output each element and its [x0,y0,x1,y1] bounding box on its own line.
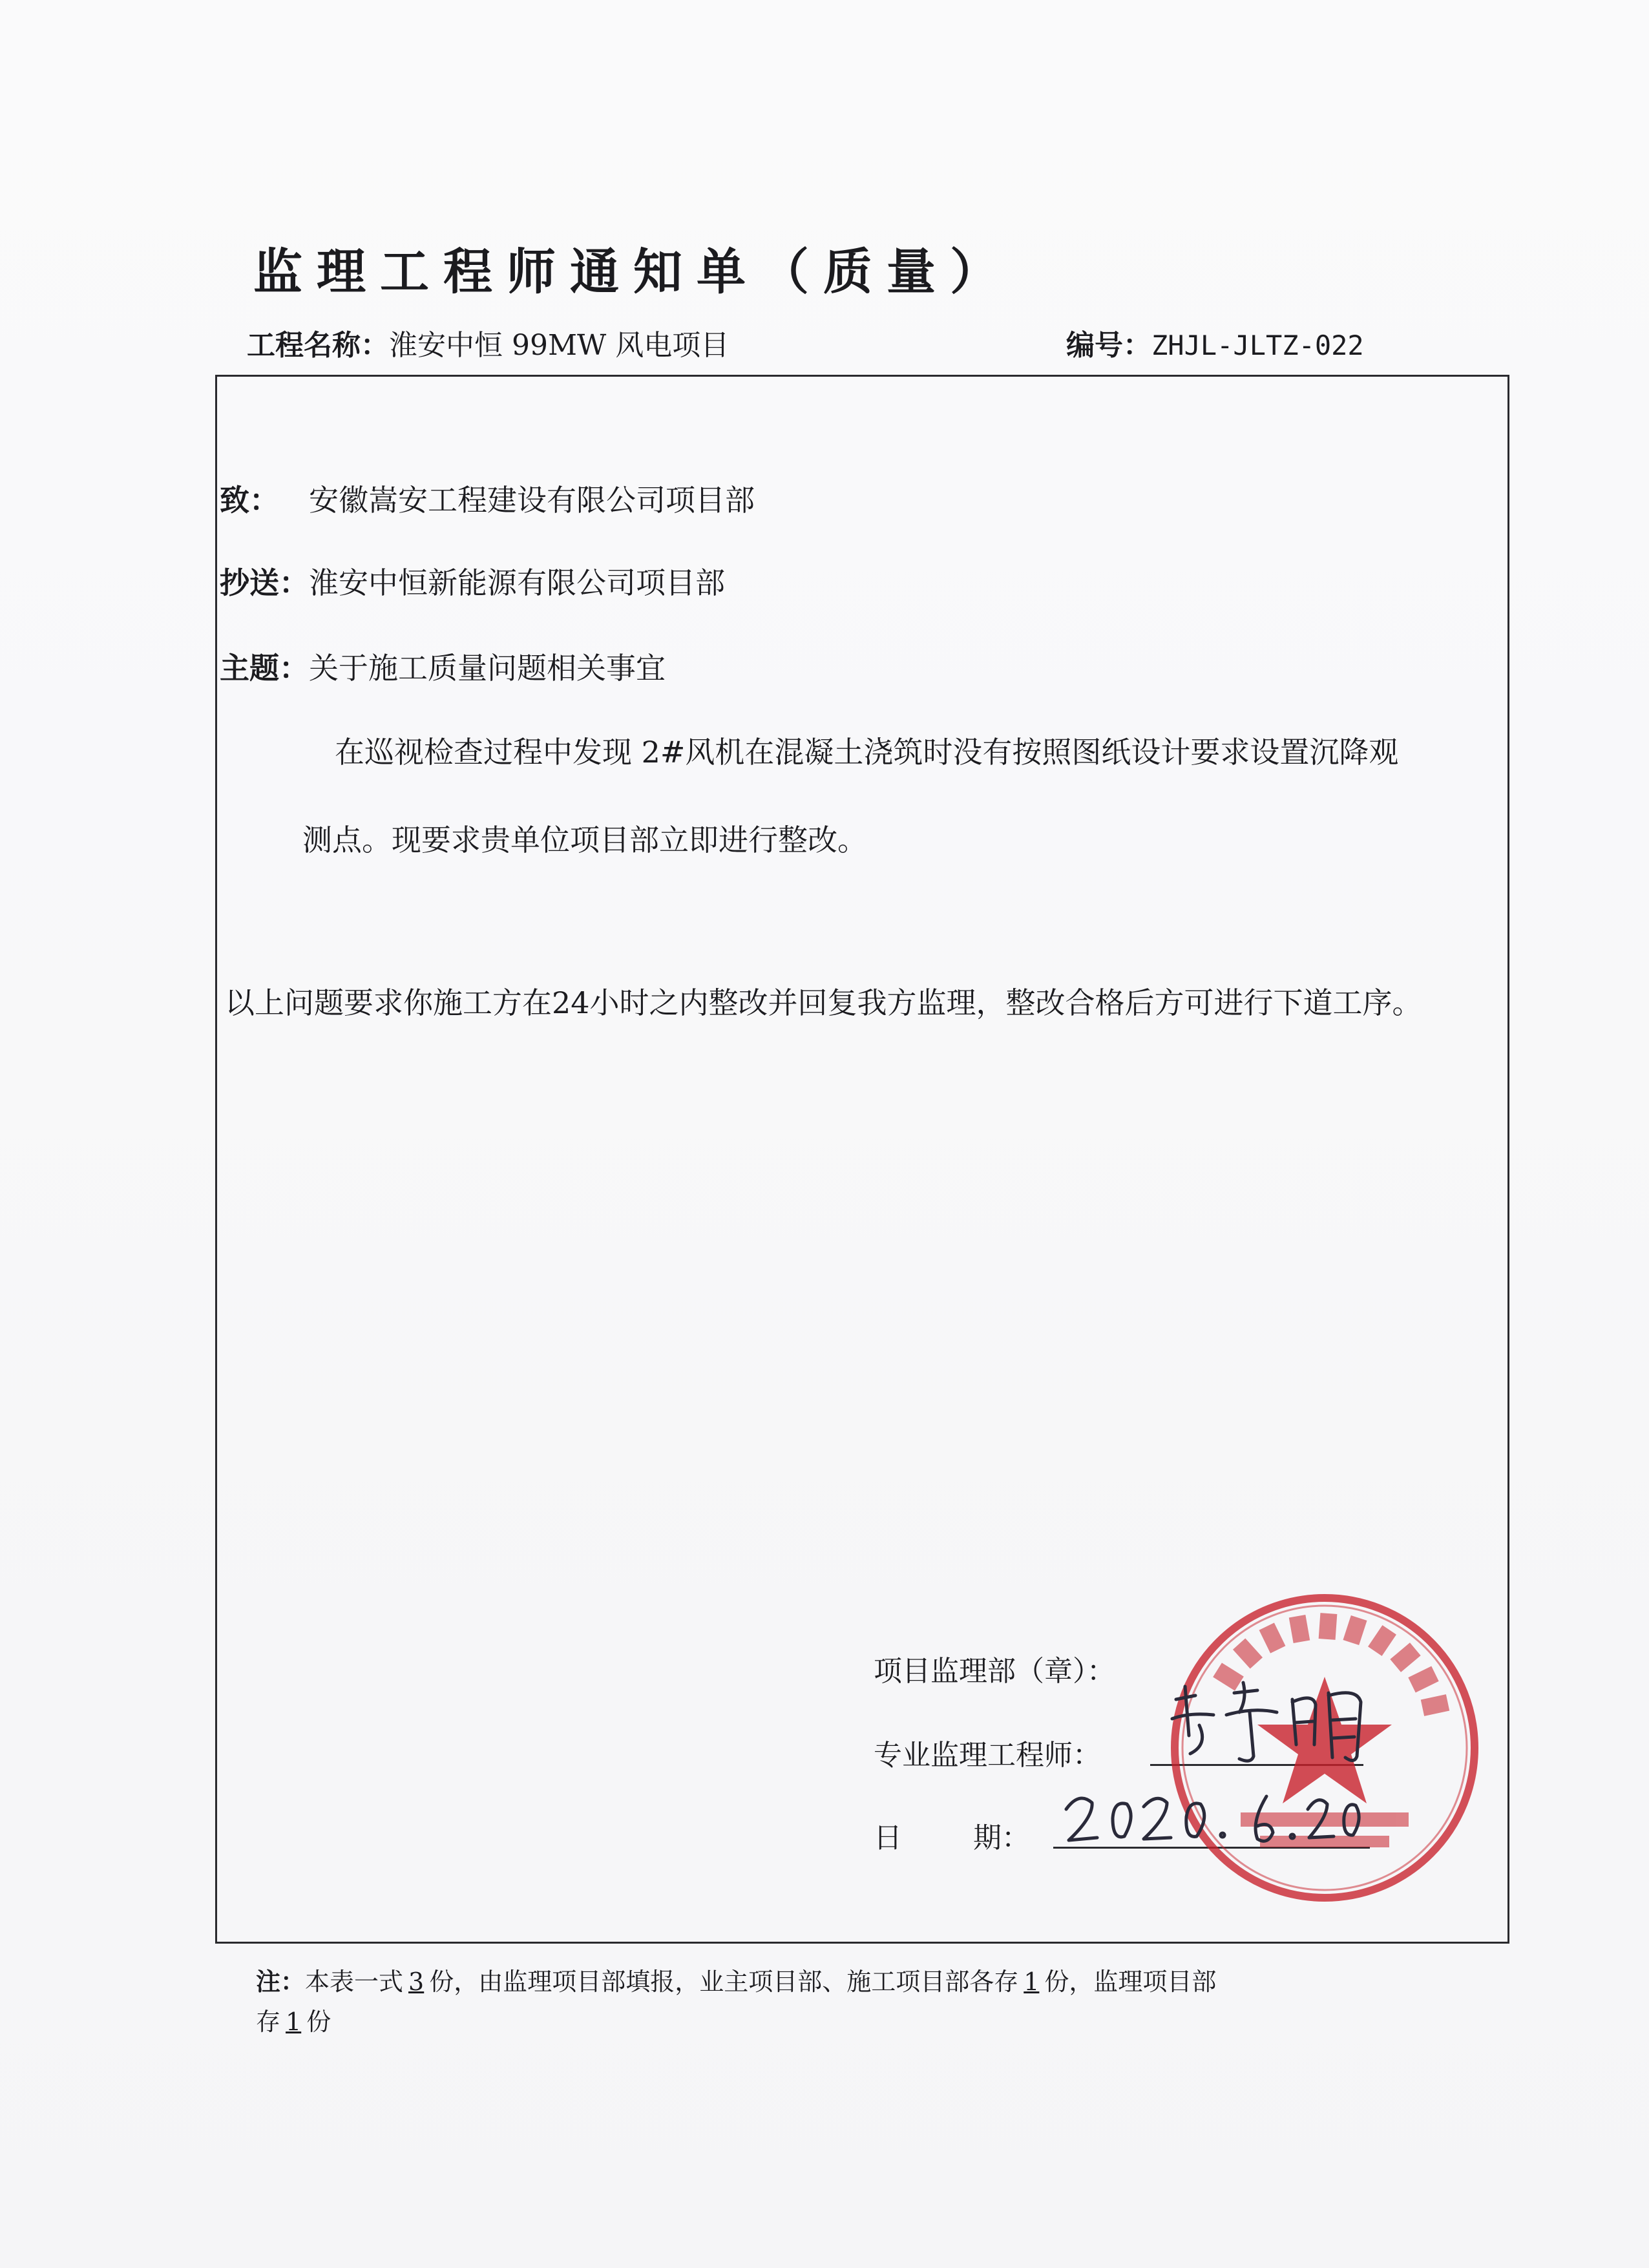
date-label-period: 期： [973,1822,1030,1854]
date-label [874,1814,1030,1856]
cc-row [220,560,725,602]
note-text-1: 本表一式 [305,1968,404,1996]
note-text-4: 存 [256,2008,281,2036]
document-title: 监理工程师通知单（质量） [253,243,1013,300]
note-line-2 [256,2002,331,2037]
document-number-line [1066,322,1364,363]
date-label-day: 日 [874,1822,902,1854]
to-row [220,477,755,520]
to-value: 安徽嵩安工程建设有限公司项目部 [309,483,755,518]
note-line-1 [256,1962,1216,1997]
requirement-text: 以上问题要求你施工方在24小时之内整改并回复我方监理，整改合格后方可进行下道工序。 [225,985,1422,1020]
subject-value: 关于施工质量问题相关事宜 [309,651,666,686]
cc-value: 淮安中恒新能源有限公司项目部 [309,565,725,600]
note-label: 注： [256,1967,306,1996]
note-copies-supervisor: 1 [286,2008,302,2036]
document-number: ZHJL-JLTZ-022 [1151,330,1364,361]
handwritten-date [1060,1783,1370,1854]
subject-row [220,645,666,688]
subject-label: 主题： [220,651,309,686]
note-text-2: 份，由监理项目部填报，业主项目部、施工项目部各存 [429,1968,1019,1996]
dept-stamp-label: 项目监理部（章）： [874,1655,1115,1688]
engineer-label: 专业监理工程师： [874,1739,1101,1772]
note-copies-each: 1 [1024,1968,1040,1996]
project-name-line [247,322,729,363]
number-label: 编号： [1066,329,1151,362]
note-copies-total: 3 [408,1968,425,1996]
to-label: 致： [220,483,279,518]
body-line-1: 在巡视检查过程中发现 2#风机在混凝土浇筑时没有按照图纸设计要求设置沉降观 [335,735,1399,770]
project-name: 淮安中恒 99MW 风电项目 [389,329,730,362]
project-label: 工程名称： [247,329,389,362]
cc-label: 抄送： [220,565,309,600]
body-line-2: 测点。现要求贵单位项目部立即进行整改。 [302,823,867,857]
note-text-3: 份，监理项目部 [1044,1968,1217,1996]
note-text-5: 份 [306,2008,331,2036]
handwritten-signature [1163,1674,1376,1770]
